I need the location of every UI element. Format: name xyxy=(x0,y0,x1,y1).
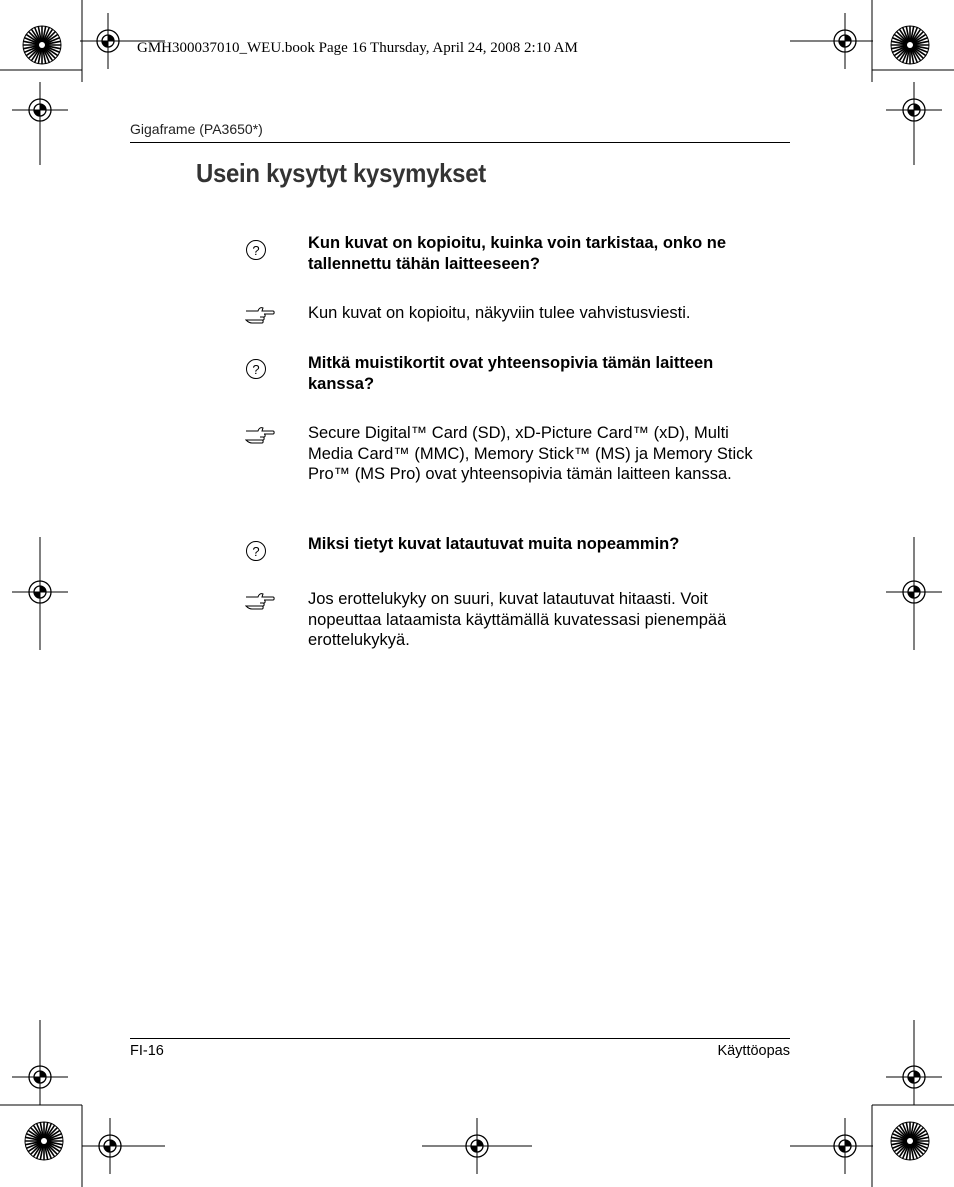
faq-answer: Secure Digital™ Card (SD), xD-Picture Card™ (xD), Multi Media Card™ (MMC), Memory Stick™ (MS) ja Memory Stick Pro™ (MS Pro) ovat yhteensopivia tämän laitteen kanssa. xyxy=(308,424,753,483)
question-mark-icon xyxy=(245,358,267,380)
page-title: Usein kysytyt kysymykset xyxy=(196,158,486,188)
question-mark-icon xyxy=(245,540,267,562)
print-slug: GMH300037010_WEU.book Page 16 Thursday, April 24, 2008 2:10 AM xyxy=(137,40,578,56)
faq-answer: Kun kuvat on kopioitu, näkyviin tulee vahvistusviesti. xyxy=(308,304,691,322)
svg-text:?: ? xyxy=(252,243,260,258)
pointing-hand-icon xyxy=(245,306,275,324)
faq-question: Miksi tietyt kuvat latautuvat muita nopeammin? xyxy=(308,535,680,553)
footer-rule xyxy=(130,1038,790,1039)
faq-question: Kun kuvat on kopioitu, kuinka voin tarkistaa, onko ne tallennettu tähän laitteeseen? xyxy=(308,234,727,273)
faq-question: Mitkä muistikortit ovat yhteensopivia tämän laitteen kanssa? xyxy=(308,354,714,393)
pointing-hand-icon xyxy=(245,426,275,444)
svg-text:?: ? xyxy=(252,362,260,377)
pointing-hand-icon xyxy=(245,592,275,610)
manual-name: Käyttöopas xyxy=(717,1043,790,1059)
question-mark-icon xyxy=(245,239,267,261)
page-number: FI-16 xyxy=(130,1043,164,1059)
svg-text:?: ? xyxy=(252,544,260,559)
faq-answer: Jos erottelukyky on suuri, kuvat latautuvat hitaasti. Voit nopeuttaa lataamista käyttämällä kuvatessasi pienempää erottelukykyä. xyxy=(308,590,727,649)
header-rule xyxy=(130,142,790,143)
running-header: Gigaframe (PA3650*) xyxy=(130,121,263,137)
